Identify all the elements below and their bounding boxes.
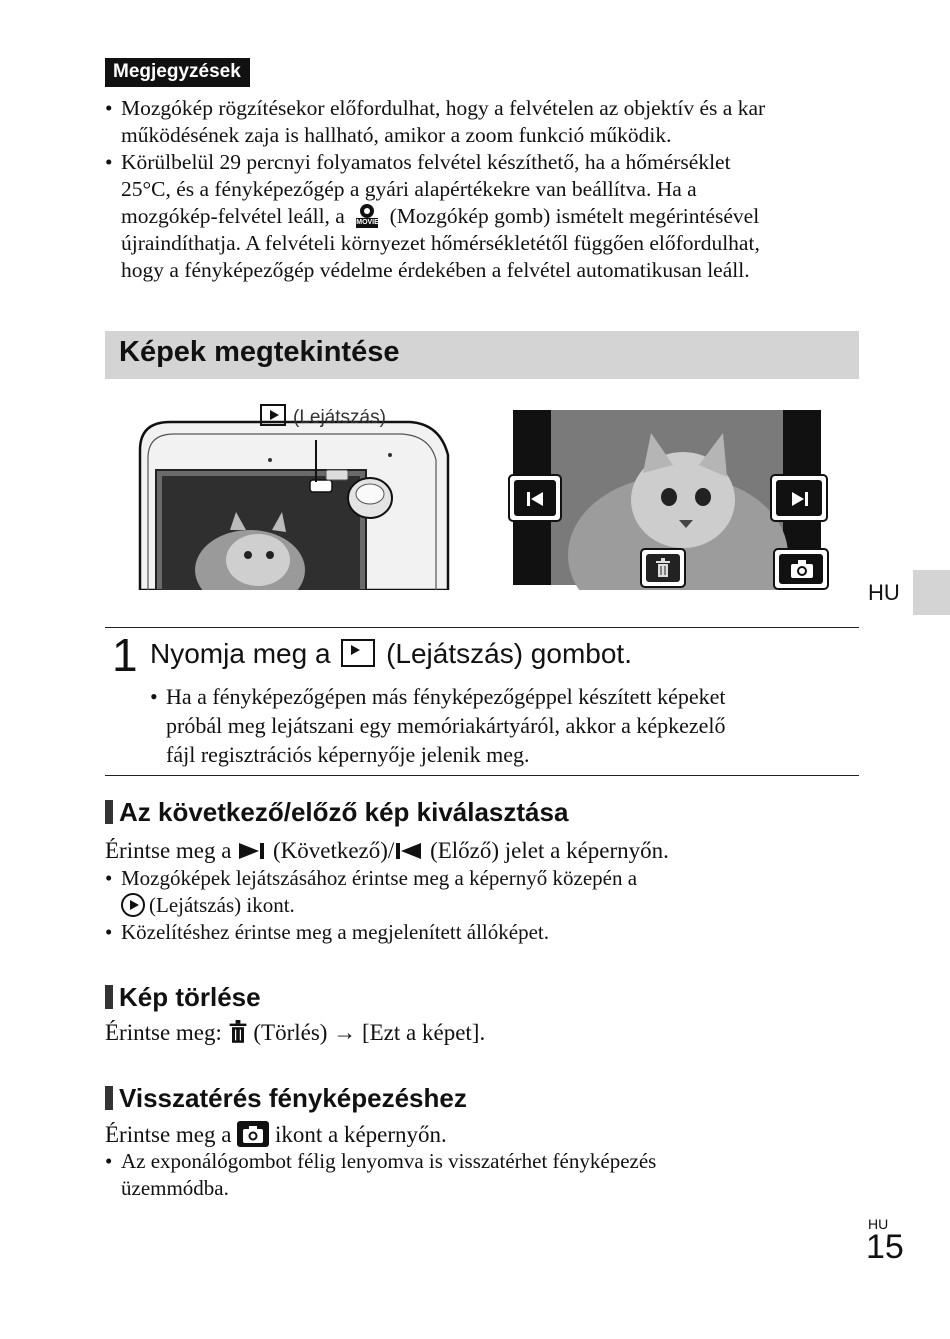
notes-bullet-2-line-5: hogy a fényképezőgép védelme érdekében a felvétel automatikusan leáll. xyxy=(121,258,750,282)
next-prev-bullet-1-line-1: • Mozgóképek lejátszásához érintse meg a képernyő közepén a xyxy=(121,866,638,890)
next-prev-bullets xyxy=(105,865,637,946)
step-1-instruction: Nyomja meg a (Lejátszás) gombot. xyxy=(150,638,632,669)
notes-badge: Megjegyzések xyxy=(105,58,250,87)
step-number: 1 xyxy=(112,629,138,681)
step-top-rule xyxy=(105,627,859,628)
step-bottom-rule xyxy=(105,775,859,776)
playback-button-icon xyxy=(341,639,375,667)
playback-callout: (Lejátszás) xyxy=(260,404,386,429)
next-prev-instruction: Érintse meg a (Következő)/ (Előző) jelet a képernyőn. xyxy=(105,838,669,863)
next-prev-bullet-2: • Közelítéshez érintse meg a megjelenített állóképet. xyxy=(105,919,637,946)
notes-bullet-1-line-1: • Mozgókép rögzítésekor előfordulhat, hogy a felvételen az objektív és a kar xyxy=(121,96,766,120)
step-1-note-line-3: fájl regisztrációs képernyője jelenik meg. xyxy=(166,742,530,767)
previous-icon xyxy=(527,492,530,506)
footer-language: HU xyxy=(868,1216,889,1232)
language-side-label: HU xyxy=(868,580,900,605)
next-prev-bullet-1-line-2: (Lejátszás) ikont. xyxy=(121,892,637,919)
trash-icon xyxy=(228,1020,248,1044)
notes-list xyxy=(105,95,865,284)
notes-bullet-2-line-3: mozgókép-felvétel leáll, a MOVIE (Mozgókép gomb) ismételt megérintésével xyxy=(121,204,760,228)
delete-instruction: Érintse meg: (Törlés) → [Ezt a képet]. xyxy=(105,1020,486,1045)
delete-image-button[interactable] xyxy=(640,548,686,588)
notes-bullet-2-line-1: • Körülbelül 29 percnyi folyamatos felvétel készíthető, ha a hőmérséklet xyxy=(121,150,731,174)
notes-bullet-1-line-2: működésének zaja is hallható, amikor a zoom funkció működik. xyxy=(121,123,672,147)
camera-icon xyxy=(790,559,814,579)
previous-icon xyxy=(394,841,424,861)
next-icon xyxy=(792,492,804,506)
step-1-note xyxy=(150,682,850,769)
notes-bullet-1 xyxy=(105,95,865,149)
playback-icon xyxy=(260,404,286,426)
back-to-shooting-heading: Visszatérés fényképezéshez xyxy=(105,1083,467,1114)
delete-heading: Kép törlése xyxy=(105,982,261,1013)
language-side-tab xyxy=(913,570,950,615)
section-title: Képek megtekintése xyxy=(119,336,400,368)
back-to-shooting-bullet xyxy=(105,1148,656,1202)
trash-icon xyxy=(655,558,671,578)
next-icon xyxy=(237,841,267,861)
next-prev-heading: Az következő/előző kép kiválasztása xyxy=(105,797,568,828)
shooting-mode-button[interactable] xyxy=(773,548,829,590)
step-1-note-line-1: • Ha a fényképezőgépen más fényképezőgéppel készített képeket xyxy=(166,684,726,709)
movie-icon-label: MOVIE xyxy=(356,219,379,226)
notes-bullet-2 xyxy=(105,149,865,284)
previous-image-button[interactable] xyxy=(508,474,562,522)
next-image-button[interactable] xyxy=(770,474,828,522)
back-to-shooting-instruction: Érintse meg a ikont a képernyőn. xyxy=(105,1122,447,1147)
step-1-note-line-2: próbál meg lejátszani egy memóriakártyáról, akkor a képkezelő xyxy=(166,713,726,738)
page-number: 15 xyxy=(866,1228,904,1266)
back-to-shooting-bullet-line-1: • Az exponálógombot félig lenyomva is visszatérhet fényképezés xyxy=(121,1149,657,1173)
movie-button-icon xyxy=(350,203,384,229)
notes-bullet-2-line-4: újraindíthatja. A felvételi környezet hőmérsékletétől függően előfordulhat, xyxy=(121,231,760,255)
play-circle-icon xyxy=(121,893,145,917)
camera-icon xyxy=(237,1121,269,1147)
notes-bullet-2-line-2: 25°C, és a fényképezőgép a gyári alapértékekre van beállítva. Ha a xyxy=(121,177,697,201)
back-to-shooting-bullet-line-2: üzemmódba. xyxy=(121,1176,229,1200)
